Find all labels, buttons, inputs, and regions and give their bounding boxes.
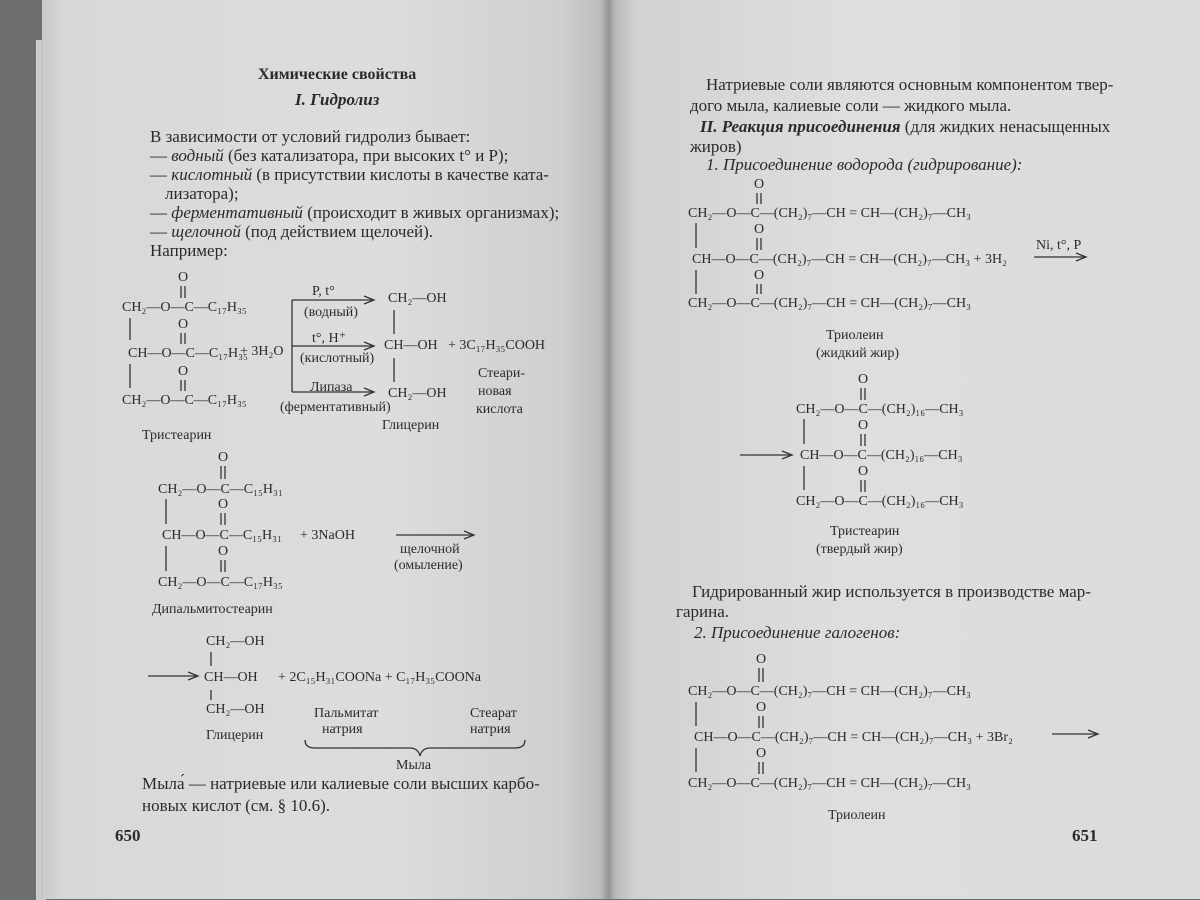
triolein-row: CH₂—O—C—(CH₂)₇—CH = CH—(CH₂)₇—CH₃ <box>688 296 971 311</box>
triolein-row: CH—O—C—(CH₂)₇—CH = CH—(CH₂)₇—CH₃ + 3H₂ <box>692 252 1007 267</box>
definition-text: новых кислот (см. § 10.6). <box>142 796 331 815</box>
oxygen-atom: O <box>218 497 229 512</box>
glycerol-label: Глицерин <box>206 728 264 743</box>
acid-label: новая <box>478 384 512 399</box>
list-item: — щелочной (под действием щелочей). <box>150 222 434 241</box>
condition-label: P, t° <box>312 284 335 299</box>
triolein-row: CH₂—O—C—(CH₂)₇—CH = CH—(CH₂)₇—CH₃ <box>688 776 971 791</box>
paragraph: жиров) <box>690 137 742 156</box>
glycerol-row: CH₂—OH <box>388 291 447 306</box>
oxygen-atom: O <box>178 364 189 379</box>
glycerol-row: CH₂—OH <box>206 702 265 717</box>
section-heading: II. Реакция присоединения (для жидких ненасыщенных <box>700 117 1111 136</box>
oxygen-atom: O <box>756 652 767 667</box>
tristearin-label: (твердый жир) <box>816 542 903 557</box>
condition-label: (ферментативный) <box>280 400 391 415</box>
condition-label: щелочной <box>400 542 460 557</box>
oxygen-atom: O <box>754 177 765 192</box>
stearic-acid: + 3C₁₇H₃₅COOH <box>448 338 546 353</box>
page-number: 650 <box>115 826 141 845</box>
paragraph: дого мыла, калиевые соли — жидкого мыла. <box>690 96 1012 115</box>
intro-text: В зависимости от условий гидролиз бывает: <box>150 127 471 146</box>
paragraph: Натриевые соли являются основным компонентом твер- <box>706 75 1114 94</box>
triolein-row: CH₂—O—C—(CH₂)₇—CH = CH—(CH₂)₇—CH₃ <box>688 684 971 699</box>
acid-label: кислота <box>476 402 523 417</box>
oxygen-atom: O <box>858 464 869 479</box>
oxygen-atom: O <box>218 450 229 465</box>
triolein-row: CH—O—C—(CH₂)₇—CH = CH—(CH₂)₇—CH₃ + 3Br₂ <box>694 730 1013 745</box>
oxygen-atom: O <box>756 700 767 715</box>
salt-label: натрия <box>470 722 511 737</box>
example-label: Например: <box>150 241 228 260</box>
condition-label: (водный) <box>304 305 358 320</box>
paragraph: Гидрированный жир используется в производстве мар- <box>692 582 1091 601</box>
tristearin-row: CH₂—O—C—(CH₂)₁₆—CH₃ <box>796 402 964 417</box>
section-heading: Химические свойства <box>258 66 417 83</box>
glycerol-row: CH—OH <box>384 338 438 353</box>
acid-label: Стеари- <box>478 366 526 381</box>
oxygen-atom: O <box>218 544 229 559</box>
oxygen-atom: O <box>858 372 869 387</box>
plus-water: + 3H₂O <box>240 344 284 359</box>
list-item: лизатора); <box>165 184 239 203</box>
tristearin-row: CH₂—O—C—C₁₇H₃₅ <box>122 300 247 315</box>
tristearin-row: CH—O—C—C₁₇H₃₅ <box>128 346 248 361</box>
dipalmitostearin-label: Дипальмитостеарин <box>152 602 273 617</box>
soap-label: Мыла <box>396 758 432 773</box>
subsection-heading: 2. Присоединение галогенов: <box>694 623 901 642</box>
oxygen-atom: O <box>754 222 765 237</box>
page-number: 651 <box>1072 826 1098 845</box>
tristearin-row: CH₂—O—C—C₁₇H₃₅ <box>122 393 247 408</box>
oxygen-atom: O <box>756 746 767 761</box>
condition-label: (кислотный) <box>300 351 375 366</box>
oxygen-atom: O <box>858 418 869 433</box>
dipalmitostearin-row: CH₂—O—C—C₁₇H₃₅ <box>158 575 283 590</box>
salt-label: Стеарат <box>470 706 517 721</box>
glycerol-label: Глицерин <box>382 418 440 433</box>
tristearin-row: CH—O—C—(CH₂)₁₆—CH₃ <box>800 448 963 463</box>
triolein-label: Триолеин <box>828 808 886 823</box>
tristearin-label: Тристеарин <box>142 428 212 443</box>
list-item: — водный (без катализатора, при высоких t° и Р); <box>150 146 509 165</box>
tristearin-row: CH₂—O—C—(CH₂)₁₆—CH₃ <box>796 494 964 509</box>
section-subheading: I. Гидролиз <box>295 90 380 109</box>
dipalmitostearin-row: CH—O—C—C₁₅H₃₁ <box>162 528 282 543</box>
triolein-label: (жидкий жир) <box>816 346 900 361</box>
condition-label: (омыление) <box>394 558 463 573</box>
list-item: — кислотный (в присутствии кислоты в качестве ката- <box>150 165 549 184</box>
list-item: — ферментативный (происходит в живых организмах); <box>150 203 560 222</box>
condition-label: Ni, t°, P <box>1036 238 1082 253</box>
subsection-heading: 1. Присоединение водорода (гидрирование): <box>706 155 1023 174</box>
tristearin-label: Тристеарин <box>830 524 900 539</box>
soap-products: + 2C₁₅H₃₁COONa + C₁₇H₃₅COONa <box>278 670 481 685</box>
paragraph: гарина. <box>676 602 730 621</box>
condition-label: Липаза <box>310 380 353 395</box>
oxygen-atom: O <box>178 317 189 332</box>
triolein-label: Триолеин <box>826 328 884 343</box>
salt-label: натрия <box>322 722 363 737</box>
condition-label: t°, H⁺ <box>312 331 346 346</box>
glycerol-row: CH—OH <box>204 670 258 685</box>
definition-text: Мыла́ — натриевые или калиевые соли высших карбо- <box>142 774 540 793</box>
dipalmitostearin-row: CH₂—O—C—C₁₅H₃₁ <box>158 482 283 497</box>
triolein-row: CH₂—O—C—(CH₂)₇—CH = CH—(CH₂)₇—CH₃ <box>688 206 971 221</box>
glycerol-row: CH₂—OH <box>388 386 447 401</box>
oxygen-atom: O <box>754 268 765 283</box>
salt-label: Пальмитат <box>314 706 379 721</box>
glycerol-row: CH₂—OH <box>206 634 265 649</box>
plus-naoh: + 3NaOH <box>300 528 355 543</box>
oxygen-atom: O <box>178 270 189 285</box>
